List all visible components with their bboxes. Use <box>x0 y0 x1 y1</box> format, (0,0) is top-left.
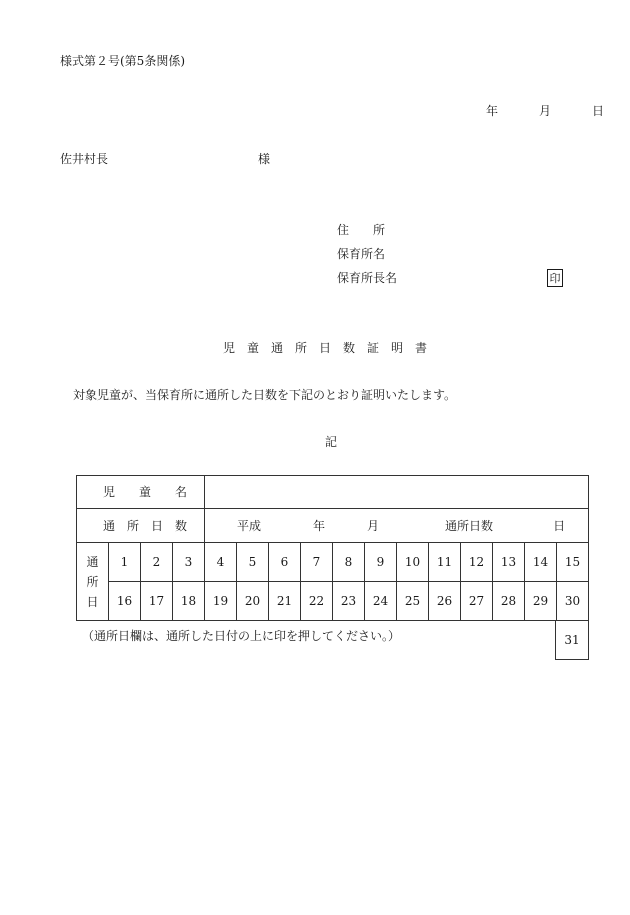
date-day-label: 日 <box>592 104 605 118</box>
date-year-label: 年 <box>486 104 499 118</box>
day-cell[interactable]: 28 <box>493 582 525 621</box>
day-cell[interactable]: 11 <box>429 543 461 582</box>
addressee-honorific: 様 <box>258 152 271 166</box>
era-label: 平成 <box>237 518 262 533</box>
year-label: 年 <box>313 518 326 533</box>
day-cell[interactable]: 10 <box>397 543 429 582</box>
attendance-vertical-label <box>77 543 109 621</box>
ki-heading: 記 <box>325 435 338 449</box>
day-unit-label: 日 <box>553 518 566 533</box>
day-cell[interactable]: 16 <box>109 582 141 621</box>
day-cell[interactable]: 14 <box>525 543 557 582</box>
day-cell[interactable]: 3 <box>173 543 205 582</box>
attendance-table <box>76 475 589 621</box>
date-month-label: 月 <box>539 104 552 118</box>
day-cell[interactable]: 26 <box>429 582 461 621</box>
child-name-label: 児 童 名 <box>77 476 205 509</box>
day-cell[interactable]: 4 <box>205 543 237 582</box>
child-name-field[interactable] <box>205 476 589 509</box>
day-cell[interactable]: 2 <box>141 543 173 582</box>
days-count-label: 通 所 日 数 <box>77 509 205 543</box>
days-row-1 <box>77 543 589 582</box>
form-number: 様式第２号(第5条関係) <box>60 54 185 68</box>
day-cell[interactable]: 5 <box>237 543 269 582</box>
sender-nursery-label: 保育所名 <box>337 247 386 261</box>
day-cell[interactable]: 24 <box>365 582 397 621</box>
day-cell[interactable]: 21 <box>269 582 301 621</box>
day-cell[interactable]: 9 <box>365 543 397 582</box>
day-cell[interactable]: 22 <box>301 582 333 621</box>
day-cell[interactable]: 17 <box>141 582 173 621</box>
day-cell-31[interactable]: 31 <box>555 620 589 660</box>
vertical-char: 日 <box>86 594 99 609</box>
day-cell[interactable]: 25 <box>397 582 429 621</box>
day-cell[interactable]: 27 <box>461 582 493 621</box>
days-count-field[interactable] <box>205 509 589 543</box>
footnote: （通所日欄は、通所した日付の上に印を押してください。） <box>82 629 401 643</box>
day-cell[interactable]: 19 <box>205 582 237 621</box>
attendance-days-label: 通所日数 <box>445 518 494 533</box>
day-cell[interactable]: 12 <box>461 543 493 582</box>
day-cell[interactable]: 7 <box>301 543 333 582</box>
sender-address-label: 住 所 <box>337 223 386 237</box>
day-cell[interactable]: 29 <box>525 582 557 621</box>
vertical-char: 通 <box>86 554 99 569</box>
vertical-char: 所 <box>86 574 99 589</box>
day-cell[interactable]: 20 <box>237 582 269 621</box>
sender-director-label: 保育所長名 <box>337 271 398 285</box>
seal-box: 印 <box>547 269 563 287</box>
document-title: 児 童 通 所 日 数 証 明 書 <box>223 341 428 355</box>
day-cell[interactable]: 6 <box>269 543 301 582</box>
day-cell[interactable]: 13 <box>493 543 525 582</box>
month-label: 月 <box>367 518 380 533</box>
day-cell[interactable]: 1 <box>109 543 141 582</box>
days-row-2 <box>77 582 589 621</box>
intro-text: 対象児童が、当保育所に通所した日数を下記のとおり証明いたします。 <box>73 388 457 402</box>
day-cell[interactable]: 8 <box>333 543 365 582</box>
day-cell[interactable]: 30 <box>557 582 589 621</box>
day-cell[interactable]: 23 <box>333 582 365 621</box>
child-name-row <box>77 476 589 509</box>
days-count-row <box>77 509 589 543</box>
day-cell[interactable]: 18 <box>173 582 205 621</box>
addressee: 佐井村長 <box>60 152 109 166</box>
day-cell[interactable]: 15 <box>557 543 589 582</box>
